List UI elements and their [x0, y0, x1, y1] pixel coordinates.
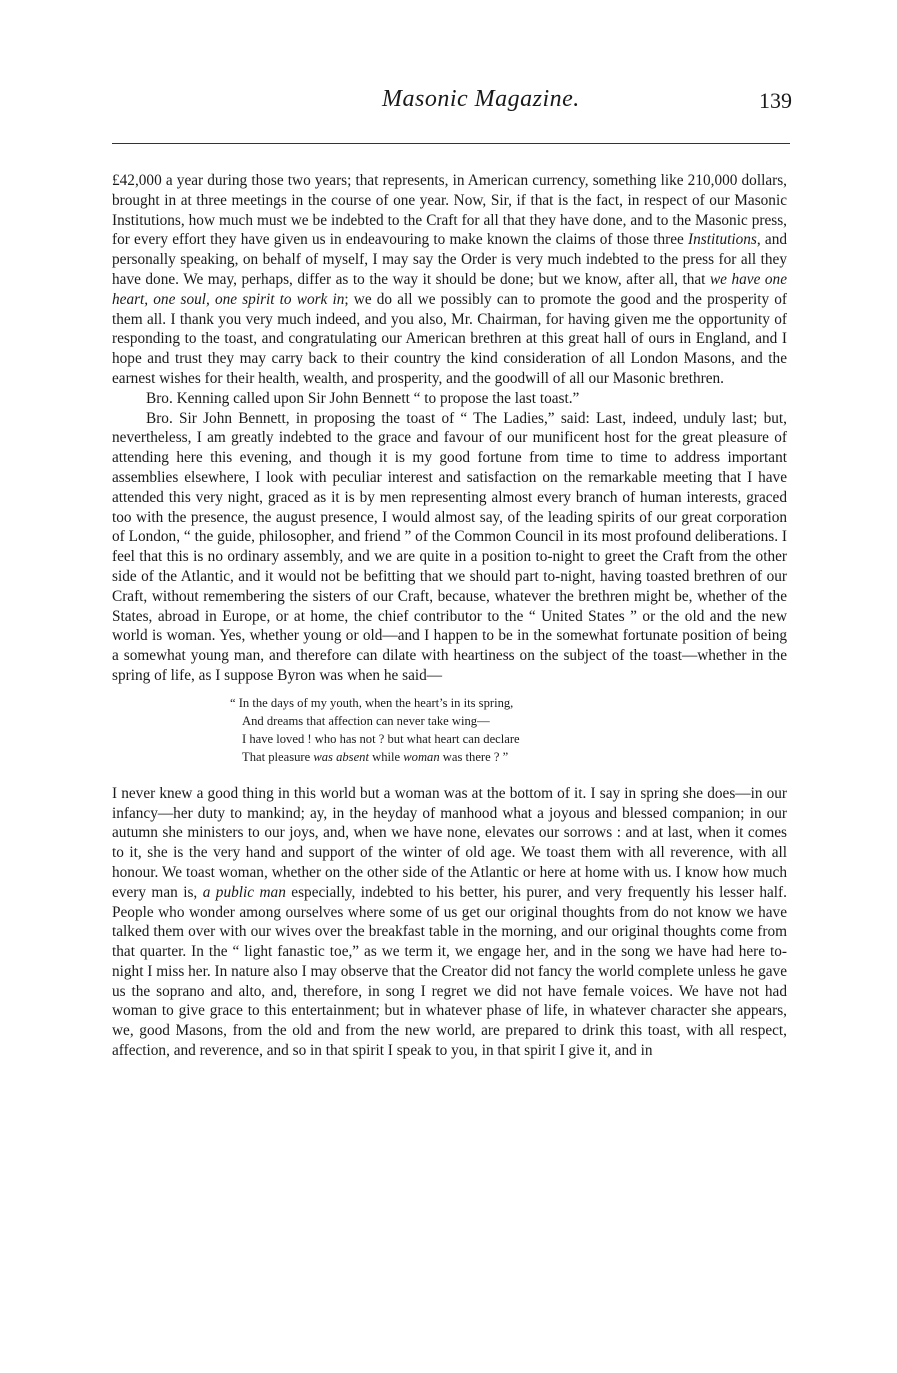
header-rule [112, 143, 790, 144]
paragraph-1-italic-a: Institutions [688, 231, 757, 249]
verse-line-4-italic-b: woman [403, 749, 440, 764]
verse-line-2: And dreams that affection can never take wing— [242, 713, 490, 728]
page-number: 139 [759, 88, 792, 113]
paragraph-1-text-b: , and personally speaking, on behalf of myself, I may say the Order is very much indebted to the press for all they have done. We may, perhaps, differ as to the way it should be done; but we know, after all, that [112, 231, 787, 288]
paragraph-1 [112, 171, 787, 389]
verse-line-4 [230, 748, 787, 766]
paragraph-1-italic-b: we have one heart, one soul, one spirit to work in [112, 270, 787, 308]
paragraph-4-italic: a public man [202, 883, 286, 901]
paragraph-4 [112, 784, 787, 1061]
paragraph-1-text-c: ; we do all we possibly can to promote the good and the prosperity of them all. I thank you very much indeed, and you also, Mr. Chairman, for having given me the opportunity of responding to the toast, and congratulating our American brethren at this great hall of ours in England, and I hope and trust they may carry back to their country the kind consideration of all London Masons, and the earnest wishes for their health, wealth, and prosperity, and the goodwill of all our Masonic brethren. [112, 290, 787, 387]
paragraph-4-text-b: especially, indebted to his better, his purer, and very frequently his lesser half. People who wonder among ourselves where some of us get our original thoughts from do not know we have talked them over with our wives over the breakfast table in the morning, and our original thoughts come from that quarter. In the “ light fanastic toe,” as we term it, we engage her, and in the song we have had here to-night I miss her. In nature also I may observe that the Creator did not fancy the world complete unless he gave us the soprano and alto, and, therefore, in song I regret we did not have female voices. We have not had woman to give grace to this entertainment; but in whatever phase of life, in whatever character she appears, we, good Masons, from the old and from the new world, are prepared to drink this toast, with all respect, affection, and reverence, and so in that spirit I speak to you, in that spirit I give it, and in [112, 883, 787, 1060]
paragraph-3: Bro. Sir John Bennett, in proposing the toast of “ The Ladies,” said: Last, indeed, unduly last; but, nevertheless, I am greatly indebted to the grace and favour of our munificent host for the great pleasure of attending here this evening, and though it is my good fortune from time to time to address important assemblies elsewhere, I look with peculiar interest and satisfaction on the remarkable meeting that I have attended this very night, graced as it is by men representing almost every branch of human interests, graced too with the presence, the august presence, I would almost say, of the leading spirits of our great corporation of London, “ the guide, philosopher, and friend ” of the Common Council in its most profound deliberations. I feel that this is no ordinary assembly, and we are quite in a position to-night to greet the Craft from the other side of the Atlantic, and it would not be befitting that we should part to-night, having toasted brethren of our Craft, without remembering the sisters of our Craft, because, whatever the brethren might be, whether of the States, abroad in Europe, or at home, the chief contributor to the “ United States ” or the old and the new world is woman. Yes, whether young or old—and I happen to be in the somewhat fortunate position of being a somewhat young man, and therefore can dilate with heartiness on the subject of the toast—whether in the spring of life, as I suppose Byron was when he said— [112, 409, 787, 684]
byron-verse [230, 694, 787, 766]
verse-line-4-italic-a: was absent [313, 749, 369, 764]
page-header [112, 86, 792, 126]
paragraph-1-text-a: £42,000 a year during those two years; that represents, in American currency, something like 210,000 dollars, brought in at three meetings in the course of one year. Now, Sir, if that is the fact, in respect of our Masonic Institutions, how much must we be indebted to the Craft for all that they have done, and to the Masonic press, for every effort they have given us in endeavouring to make known the claims of those three [112, 172, 787, 249]
verse-line-3: I have loved ! who has not ? but what heart can declare [242, 731, 520, 746]
paragraph-2: Bro. Kenning called upon Sir John Bennett “ to propose the last toast.” [146, 389, 580, 407]
verse-line-4-c: while [368, 749, 404, 764]
verse-line-4-a: That pleasure [242, 749, 314, 764]
verse-line-1: “ In the days of my youth, when the heart’s in its spring, [230, 695, 514, 710]
paragraph-4-text-a: I never knew a good thing in this world but a woman was at the bottom of it. I say in spring she does—in our infancy—her duty to mankind; ay, in the heyday of manhood what a joyous and blessed companion; in our autumn she ministers to our joys, and, when we have none, elevates our sorrows : and at last, when it comes to it, she is the very hand and support of the winter of old age. We toast them with all reverence, with all honour. We toast woman, whether on the other side of the Atlantic or here at home with us. I know how much every man is, [112, 784, 787, 901]
article-body [112, 171, 787, 1061]
verse-line-4-e: was there ? ” [439, 749, 509, 764]
running-title: Masonic Magazine. [382, 86, 580, 112]
